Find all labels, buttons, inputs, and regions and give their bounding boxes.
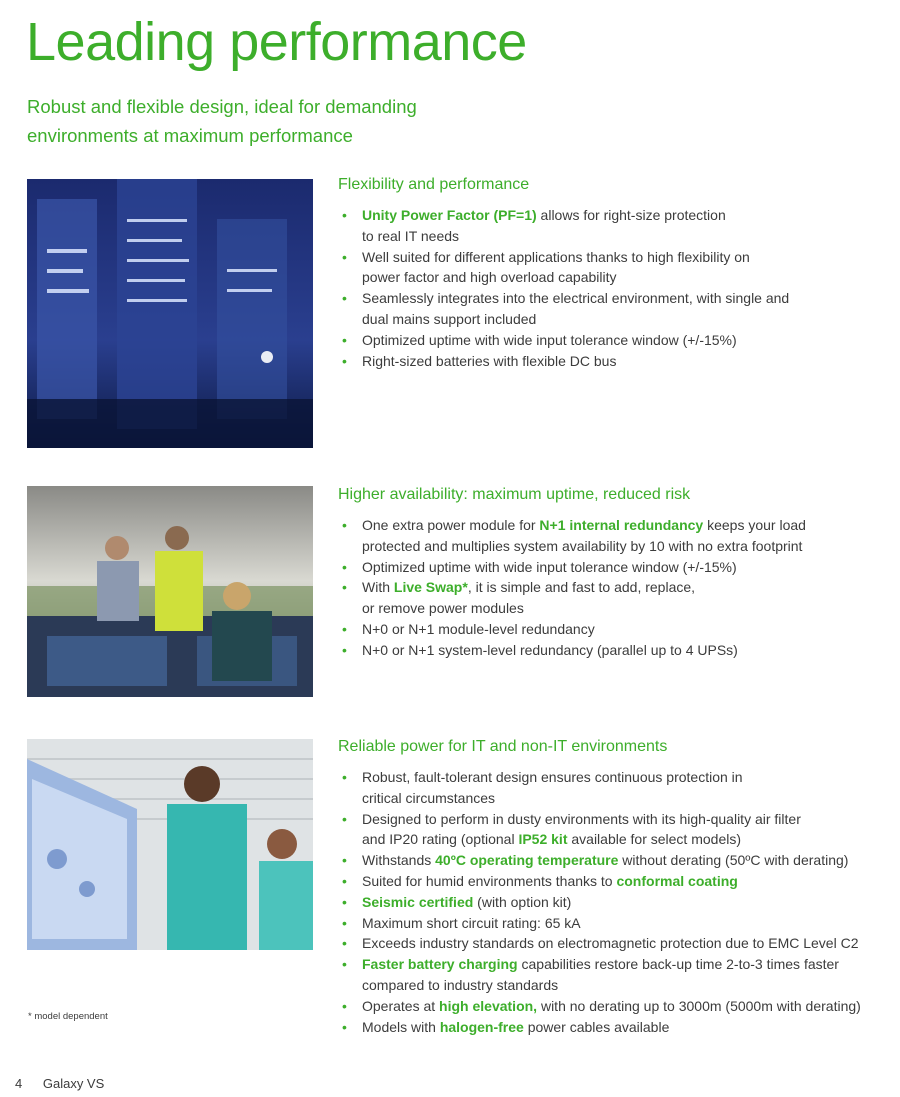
bullet-item (338, 226, 893, 247)
highlight-text: IP52 kit (518, 831, 568, 848)
bullet-item (338, 309, 893, 330)
bullet-dot-icon: • (342, 620, 347, 637)
bullet-text: Models with (362, 1018, 440, 1035)
bullet-dot-icon: • (342, 810, 347, 827)
bullet-text: Right-sized batteries with flexible DC bus (362, 352, 617, 369)
bullet-dot-icon: • (342, 852, 347, 869)
bullet-dot-icon: • (342, 956, 347, 973)
highlight-text: Seismic certified (362, 893, 474, 910)
bullet-text: Suited for humid environments thanks to (362, 872, 617, 889)
bullet-text: capabilities restore back-up time 2-to-3 times faster (517, 956, 839, 973)
bullet-item (338, 515, 893, 536)
bullet-text: dual mains support included (362, 310, 537, 327)
bullet-text: Maximum short circuit rating: 65 kA (362, 914, 581, 931)
control-room-people-photo (27, 486, 313, 697)
subtitle-line-1: Robust and flexible design, ideal for demanding (27, 96, 417, 117)
bullet-item (338, 330, 893, 351)
bullet-text: N+0 or N+1 system-level redundancy (parallel up to 4 UPSs) (362, 641, 738, 658)
highlight-text: 40ºC operating temperature (435, 852, 619, 869)
bullet-item (338, 933, 893, 954)
bullet-dot-icon: • (342, 331, 347, 348)
page-number: 4 (15, 1076, 23, 1091)
section-flexibility (338, 175, 893, 371)
bullet-item (338, 288, 893, 309)
bullet-item (338, 767, 893, 788)
bullet-item (338, 351, 893, 372)
bullet-dot-icon: • (342, 872, 347, 889)
bullet-item (338, 536, 893, 557)
bullet-text: with no derating up to 3000m (5000m with derating) (537, 997, 861, 1014)
bullet-item (338, 1017, 893, 1038)
bullet-text: Robust, fault-tolerant design ensures continuous protection in (362, 769, 743, 785)
bullet-text: power factor and high overload capability (362, 269, 617, 286)
bullet-text: to real IT needs (362, 227, 460, 244)
bullet-item (338, 247, 893, 268)
bullet-dot-icon: • (342, 207, 347, 223)
highlight-text: high elevation, (439, 997, 538, 1014)
highlight-text: conformal coating (616, 872, 738, 889)
subtitle-line-2: environments at maximum performance (27, 125, 353, 146)
bullet-text: and IP20 rating (optional (362, 831, 519, 848)
bullet-text: Designed to perform in dusty environments with its high-quality air filter (362, 810, 801, 827)
bullet-text: keeps your load (703, 517, 806, 533)
bullet-list (338, 767, 893, 1037)
bullet-dot-icon: • (342, 558, 347, 575)
bullet-item (338, 913, 893, 934)
bullet-text: protected and multiplies system availability by 10 with no extra footprint (362, 537, 803, 554)
bullet-text: or remove power modules (362, 600, 524, 617)
highlight-text: N+1 internal redundancy (539, 517, 704, 533)
section-heading: Reliable power for IT and non-IT environments (338, 738, 668, 755)
bullet-text: Operates at (362, 997, 440, 1014)
bullet-text: Optimized uptime with wide input tolerance window (+/-15%) (362, 558, 737, 575)
bullet-dot-icon: • (342, 352, 347, 369)
bullet-item (338, 954, 893, 975)
bullet-text: without derating (50ºC with derating) (618, 852, 849, 869)
section-availability (338, 485, 893, 661)
bullet-item (338, 788, 893, 809)
bullet-dot-icon: • (342, 935, 347, 952)
bullet-dot-icon: • (342, 641, 347, 658)
bullet-item (338, 577, 893, 598)
page-title: Leading performance (26, 12, 527, 72)
highlight-text: Unity Power Factor (PF=1) (362, 207, 537, 223)
bullet-text: Withstands (362, 852, 436, 869)
bullet-text: Optimized uptime with wide input tolerance window (+/-15%) (362, 331, 737, 348)
bullet-item (338, 975, 893, 996)
bullet-item (338, 892, 893, 913)
bullet-dot-icon: • (342, 1018, 347, 1035)
bullet-list (338, 205, 893, 371)
section-heading: Higher availability: maximum uptime, reduced risk (338, 486, 691, 503)
bullet-dot-icon: • (342, 290, 347, 307)
bullet-item (338, 850, 893, 871)
bullet-text: One extra power module for (362, 517, 540, 533)
bullet-item (338, 640, 893, 661)
bullet-dot-icon: • (342, 914, 347, 931)
bullet-dot-icon: • (342, 579, 347, 596)
bullet-dot-icon: • (342, 248, 347, 265)
bullet-item (338, 829, 893, 850)
bullet-dot-icon: • (342, 517, 347, 533)
bullet-item (338, 267, 893, 288)
bullet-text: power cables available (523, 1018, 670, 1035)
city-buildings-night-photo (27, 179, 313, 448)
bullet-item (338, 205, 893, 226)
bullet-text: (with option kit) (473, 893, 572, 910)
bullet-text: N+0 or N+1 module-level redundancy (362, 620, 595, 637)
bullet-item (338, 996, 893, 1017)
highlight-text: halogen-free (439, 1018, 524, 1035)
section-heading: Flexibility and performance (338, 176, 530, 193)
bullet-item (338, 871, 893, 892)
bullet-text: With (362, 579, 394, 596)
bullet-item (338, 809, 893, 830)
footnote: * model dependent (28, 1011, 108, 1022)
bullet-text: allows for right-size protection (536, 207, 726, 223)
highlight-text: Faster battery charging (362, 956, 518, 973)
bullet-text: Well suited for different applications thanks to high flexibility on (362, 248, 750, 265)
bullet-item (338, 557, 893, 578)
bullet-item (338, 598, 893, 619)
bullet-item (338, 619, 893, 640)
page-footer (15, 1076, 104, 1091)
bullet-list (338, 515, 893, 661)
bullet-dot-icon: • (342, 893, 347, 910)
highlight-text: Live Swap* (393, 579, 468, 596)
product-name: Galaxy VS (42, 1076, 105, 1091)
bullet-text: Exceeds industry standards on electromagnetic protection due to EMC Level C2 (362, 935, 859, 952)
bullet-text: Seamlessly integrates into the electrical environment, with single and (362, 290, 790, 307)
section-reliable-power (338, 737, 893, 1037)
bullet-text: , it is simple and fast to add, replace, (467, 579, 696, 596)
bullet-text: critical circumstances (362, 789, 496, 806)
bullet-dot-icon: • (342, 997, 347, 1014)
page-subtitle (27, 92, 487, 150)
bullet-text: compared to industry standards (362, 976, 559, 993)
bullet-dot-icon: • (342, 769, 347, 785)
medical-staff-screen-photo (27, 739, 313, 950)
bullet-text: available for select models) (567, 831, 742, 848)
